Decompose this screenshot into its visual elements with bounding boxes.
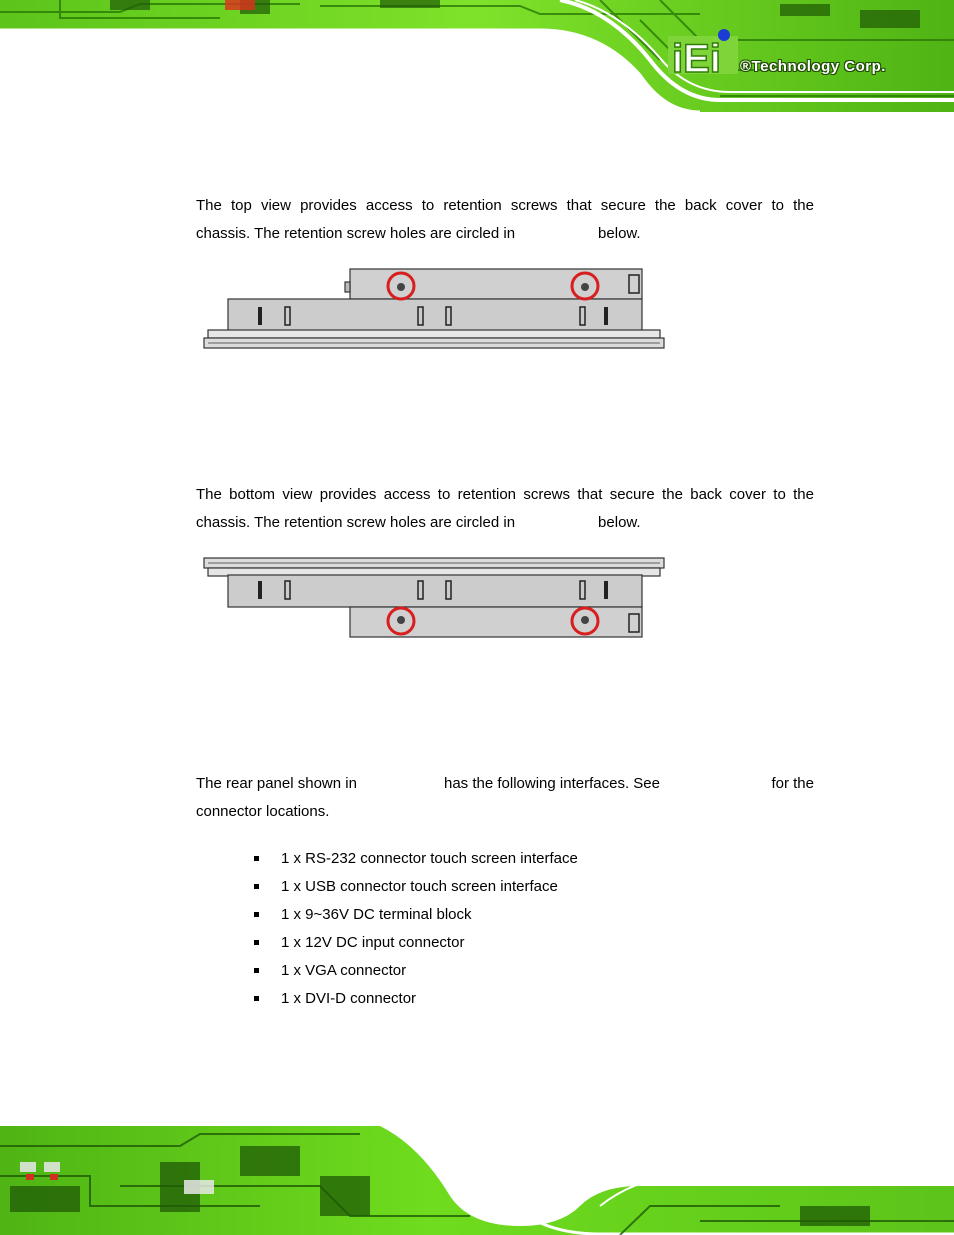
paragraph-line <box>196 220 814 248</box>
bullet-icon <box>254 996 259 1001</box>
paragraph-text: has the following interfaces. See <box>444 775 660 792</box>
list-item: 1 x USB connector touch screen interface <box>252 873 578 901</box>
top-view-paragraph <box>196 192 814 248</box>
top-view-figure <box>200 266 670 352</box>
footer-banner <box>0 1126 954 1235</box>
bullet-icon <box>254 968 259 973</box>
bottom-view-paragraph <box>196 481 814 537</box>
paragraph-text: below. <box>598 225 641 242</box>
interface-list <box>252 845 578 1013</box>
bottom-view-figure <box>200 554 670 640</box>
bullet-icon <box>254 884 259 889</box>
list-item: 1 x 12V DC input connector <box>252 929 578 957</box>
paragraph-text: The rear panel shown in <box>196 775 357 792</box>
brand-name: ®Technology Corp. <box>740 58 886 75</box>
list-item: 1 x 9~36V DC terminal block <box>252 901 578 929</box>
iei-logo-icon <box>668 29 738 81</box>
bullet-icon <box>254 856 259 861</box>
rear-panel-paragraph <box>196 770 814 826</box>
paragraph-line: connector locations. <box>196 803 330 820</box>
list-item: 1 x RS-232 connector touch screen interface <box>252 845 578 873</box>
paragraph-text: for the <box>771 775 814 792</box>
paragraph-line <box>196 509 814 537</box>
paragraph-text: chassis. The retention screw holes are circled in <box>196 225 516 242</box>
paragraph-text: chassis. The retention screw holes are circled in <box>196 514 516 531</box>
header-banner <box>0 0 954 112</box>
paragraph-line: The top view provides access to retention screws that secure the back cover to the <box>196 197 814 214</box>
list-item: 1 x DVI-D connector <box>252 985 578 1013</box>
svg-text:iEi: iEi <box>672 37 721 81</box>
bullet-icon <box>254 940 259 945</box>
list-item: 1 x VGA connector <box>252 957 578 985</box>
paragraph-text: below. <box>598 514 641 531</box>
bullet-icon <box>254 912 259 917</box>
paragraph-line: The bottom view provides access to retention screws that secure the back cover to the <box>196 486 814 503</box>
paragraph-line <box>196 770 814 798</box>
